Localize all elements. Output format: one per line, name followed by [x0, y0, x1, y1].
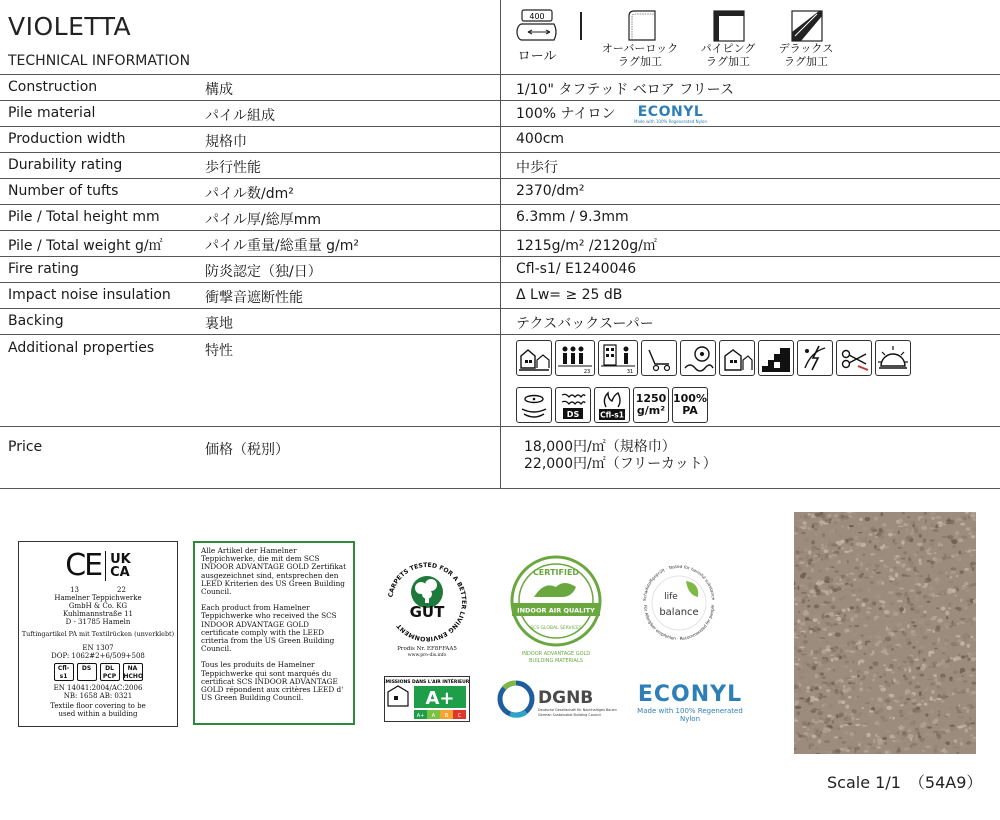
ds-text: DS — [566, 410, 580, 419]
iaq-caption-2: BUILDING MATERIALS — [529, 658, 583, 664]
ce-ukca-mark — [19, 548, 177, 584]
lightfastness-icon — [875, 340, 911, 376]
indoor-air-quality-logo — [506, 553, 606, 665]
air-scale-c: C — [457, 713, 462, 719]
spec-row-width — [0, 126, 1000, 152]
life-ring-bottom: Für Allergiker empfohlen · Recommended for people — [642, 604, 716, 642]
spec-value: Δ Lw= ≥ 25 dB — [516, 287, 623, 303]
ce-years — [19, 586, 177, 594]
spec-row-fire — [0, 256, 1000, 282]
econyl-small-tagline: Made with 100% Regenerated Nylon — [633, 118, 708, 124]
property-icons-row2 — [516, 387, 708, 423]
piping-icon — [711, 8, 745, 42]
impact-sound-icon — [516, 387, 552, 423]
dgnb-logo — [496, 678, 618, 720]
pa-label: PA — [682, 404, 698, 417]
spec-row-tufts — [0, 178, 1000, 204]
ce-separator — [105, 551, 106, 581]
overlock-icon — [623, 8, 657, 42]
spec-row-durability — [0, 152, 1000, 178]
finish-deluxe-label2: ラグ加工 — [784, 55, 828, 68]
finish-overlock-label1: オーバーロック — [601, 42, 679, 55]
spec-row-weight — [0, 230, 1000, 256]
finish-deluxe — [766, 8, 846, 68]
air-scale-a: A — [431, 713, 436, 719]
spec-value-with-logo — [516, 103, 707, 124]
ce-nb: NB: 1658 AB: 0321 — [63, 692, 133, 700]
leed-text-en: Each product from Hamelner Teppichwerke who received the SCS INDOOR ADVANTAGE GOLD certificate comply with the LEED criteria from the US Green Building Council. — [201, 603, 337, 654]
spec-label-en: Impact noise insulation — [8, 287, 171, 303]
spec-row-pile-material — [0, 100, 1000, 126]
spec-label-en: Fire rating — [8, 261, 79, 277]
dgnb-sub-2: German Sustainable Building Council — [538, 713, 601, 717]
finish-piping — [688, 8, 768, 68]
life-balance-logo — [634, 553, 724, 649]
spec-row-height — [0, 204, 1000, 230]
spec-label-en: Pile material — [8, 105, 96, 121]
spec-value: 6.3mm / 9.3mm — [516, 209, 629, 225]
spec-value: 2370/dm² — [516, 183, 585, 199]
office-class-number: 31 — [626, 369, 634, 374]
spec-label-en: Production width — [8, 131, 126, 147]
fire-class-text: Cfl-s1 — [600, 410, 624, 420]
spec-label-ja: パイル厚/総厚mm — [205, 212, 321, 228]
commercial-use-23-icon — [555, 340, 595, 376]
air-class-title: ÉMISSIONS DANS L'AIR INTÉRIEUR* — [384, 680, 470, 685]
spec-label-en: Additional properties — [8, 340, 155, 356]
ce-company: Hamelner Teppichwerke — [54, 594, 142, 602]
carpet-swatch-image — [794, 512, 976, 754]
spec-value: 1215g/m² /2120g/㎡ — [516, 238, 657, 254]
price-label-ja: 価格（税別） — [205, 442, 289, 458]
carpet-texture — [794, 512, 976, 754]
spec-label-ja: 裏地 — [205, 316, 233, 332]
residential-use-icon — [516, 340, 552, 376]
spec-label-ja: パイル数/dm² — [205, 186, 294, 202]
tuft-count-value: 1250 — [635, 392, 667, 405]
life-word: life — [664, 592, 678, 602]
antistatic-icon — [797, 340, 833, 376]
gut-ring-text: CARPETS TESTED FOR A BETTER LIVING ENVIRONMENT — [387, 561, 468, 643]
air-scale-b: B — [444, 713, 449, 719]
pa-percent: 100% — [673, 392, 707, 405]
spec-label-ja: 防炎認定（独/日） — [205, 264, 322, 280]
dgnb-sub-1: Deutsche Gesellschaft für Nachhaltiges Bauen — [538, 708, 617, 712]
scale-caption: Scale 1/1 （54A9） — [827, 773, 983, 792]
spec-label-en: Number of tufts — [8, 183, 119, 199]
roll-width-badge: 400 — [529, 12, 545, 21]
finish-piping-label2: ラグ加工 — [706, 55, 750, 68]
econyl-word: ECONYL — [637, 682, 743, 707]
office-use-31-icon — [598, 340, 638, 376]
ce-standard-2: EN 14041:2004/AC:2006 — [53, 684, 143, 692]
econyl-logo — [630, 683, 750, 723]
spec-label-ja: パイル重量/総重量 g/m² — [205, 238, 360, 254]
air-scale-a-plus: A+ — [416, 713, 425, 719]
finish-deluxe-label1: デラックス — [778, 42, 834, 55]
price-free-cut: 22,000円/㎡（フリーカット） — [524, 456, 717, 472]
spec-value: 1/10" タフテッド ベロア フリース — [516, 82, 734, 98]
price-label-en: Price — [8, 439, 43, 455]
product-title: VIOLETTA — [8, 12, 132, 41]
deluxe-icon — [789, 8, 823, 42]
ce-dl-pcp-icon: DL PCP — [100, 663, 120, 681]
castor-chair-icon — [641, 340, 677, 376]
ce-fire-icon: Cfl-s1 — [54, 663, 74, 681]
table-bottom-border — [0, 488, 1000, 489]
ds-icon — [555, 387, 591, 423]
econyl-small-logo — [634, 105, 707, 124]
ce-ukca-label — [18, 541, 178, 727]
spec-label-ja: 構成 — [205, 82, 233, 98]
ce-na-hcho-icon: NA HCHO — [123, 665, 144, 680]
gut-word: GUT — [409, 603, 445, 621]
finish-roll — [514, 8, 560, 63]
iaq-band: INDOOR AIR QUALITY — [517, 606, 595, 615]
ce-textile-2: used within a building — [58, 710, 138, 718]
tuft-count-icon — [633, 387, 669, 423]
spec-row-backing — [0, 308, 1000, 334]
ce-mark-text: CE — [65, 548, 102, 583]
finish-roll-label: ロール — [517, 49, 557, 64]
spec-row-additional — [0, 334, 1000, 426]
finish-overlock — [600, 8, 680, 68]
gut-prodis: Prodis Nr. EF8FFAA5 — [397, 646, 457, 652]
ce-year-right: 22 — [117, 586, 126, 594]
roll-icon — [514, 8, 560, 42]
spec-value: Cfl-s1/ E1240046 — [516, 261, 637, 277]
dgnb-word: DGNB — [538, 688, 594, 708]
econyl-small-word: ECONYL — [637, 103, 704, 120]
air-emission-class-logo — [384, 676, 470, 722]
spec-label-en: Pile / Total height mm — [8, 209, 160, 225]
stairs-residential-icon — [719, 340, 755, 376]
stairs-icon — [758, 340, 794, 376]
spec-label-ja: 規格巾 — [205, 134, 247, 150]
cut-edge-icon — [836, 340, 872, 376]
life-ring-top: Schadstoffgeprüft · Tested for harmful substance — [641, 563, 717, 602]
price-values — [524, 439, 717, 473]
gut-logo — [378, 548, 476, 658]
spec-label-ja: 歩行性能 — [205, 160, 261, 176]
tuft-count-unit: g/m² — [636, 404, 666, 417]
pa-fibre-icon — [672, 387, 708, 423]
gut-url: www.pro-dis.info — [407, 653, 447, 658]
spec-row-construction — [0, 74, 1000, 100]
iaq-scs: SCS GLOBAL SERVICES — [530, 626, 582, 631]
spec-label-en: Backing — [8, 313, 64, 329]
ukca-bottom: CA — [110, 565, 130, 580]
ukca-mark — [110, 553, 131, 579]
ce-ds-icon: DS — [77, 663, 97, 681]
spec-label-ja: 衝撃音遮断性能 — [205, 290, 303, 306]
ce-product: Tuftingartikel PA mit Textilrücken (unverklebt) — [21, 630, 175, 638]
underfloor-heating-icon — [680, 340, 716, 376]
leed-text-fr: Tous les produits de Hamelner Teppichwerke qui sont marqués du certificat SCS INDOOR ADVANTAGE GOLD répondent aux critères LEED d' US Green Building Council. — [201, 660, 344, 703]
ce-textile-1: Textile floor covering to be — [50, 702, 146, 710]
spec-value: 100% ナイロン — [516, 106, 616, 122]
iaq-caption-1: INDOOR ADVANTAGE GOLD — [521, 651, 591, 657]
leed-statement — [193, 541, 355, 725]
ce-standard: EN 1307 — [82, 644, 114, 652]
ukca-top: UK — [110, 552, 131, 567]
spec-value: 400cm — [516, 131, 565, 147]
spec-value: 中歩行 — [516, 160, 558, 176]
air-class-grade: A+ — [425, 688, 455, 709]
econyl-tagline: Made with 100% Regenerated Nylon — [637, 707, 743, 723]
ce-dop: DOP: 1062#2+6/509+508 — [51, 652, 145, 660]
price-standard-width: 18,000円/㎡（規格巾） — [524, 439, 676, 455]
ce-company-2: GmbH & Co. KG — [68, 602, 128, 610]
spec-row-impact — [0, 282, 1000, 308]
commercial-class-number: 23 — [583, 369, 591, 374]
fire-cfl-s1-icon — [594, 387, 630, 423]
iaq-certified: CERTIFIED — [532, 568, 580, 577]
ce-street: Kuhlmannstraße 11 — [62, 610, 134, 618]
spec-label-en: Pile / Total weight g/㎡ — [8, 238, 163, 254]
leed-text-de: Alle Artikel der Hamelner Teppichwerke, die mit dem SCS INDOOR ADVANTAGE GOLD Zertifikat ausgezeichnet sind, entsprechen den LEED Kriterien des US Green Building Council. — [201, 546, 347, 597]
spec-row-price — [0, 426, 1000, 488]
finish-separator — [580, 12, 582, 40]
spec-value: テクスバックスーパー — [516, 316, 654, 332]
section-subtitle: TECHNICAL INFORMATION — [8, 53, 191, 69]
ce-city: D - 31785 Hameln — [65, 618, 131, 626]
spec-label-en: Durability rating — [8, 157, 123, 173]
spec-label-ja: パイル組成 — [205, 108, 275, 124]
balance-word: balance — [659, 607, 699, 618]
ce-icon-row — [19, 663, 177, 681]
spec-label-en: Construction — [8, 79, 98, 95]
spec-label-ja: 特性 — [205, 343, 233, 359]
finish-overlock-label2: ラグ加工 — [618, 55, 662, 68]
ce-year-left: 13 — [70, 586, 79, 594]
property-icons-row1 — [516, 340, 911, 376]
finish-piping-label1: パイピング — [700, 42, 756, 55]
